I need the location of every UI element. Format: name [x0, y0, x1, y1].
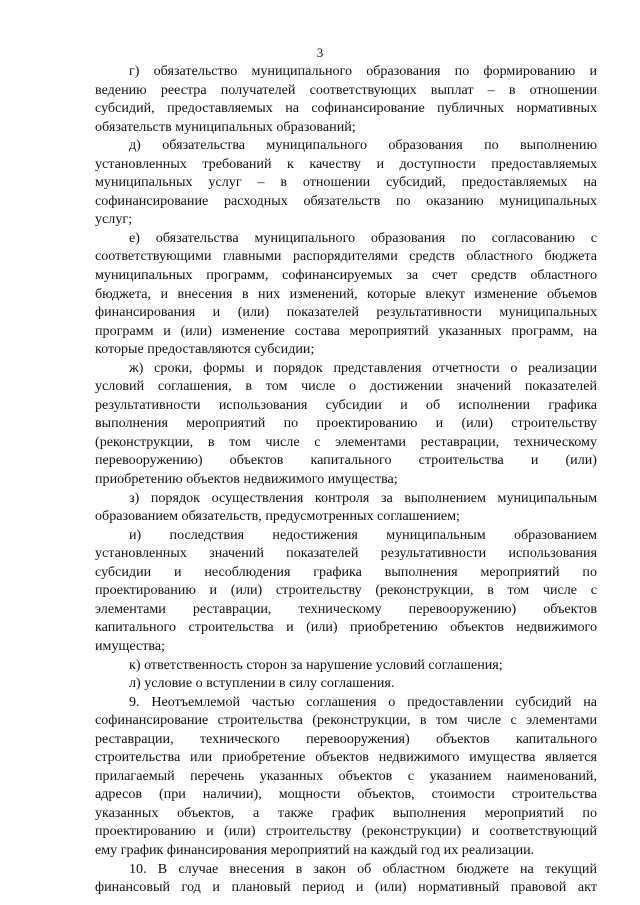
text-line: реставрации, технического перевооружения) объектов капитального: [95, 730, 597, 747]
text-line: указанных объектов, а также график выполнения мероприятий по: [95, 804, 597, 821]
text-line: услуг;: [95, 211, 133, 228]
text-line: 10. В случае внесения в закон об областном бюджете на текущий: [129, 860, 597, 877]
paragraph: [95, 693, 597, 860]
text-line: программ и (или) изменение состава мероприятий указанных программ, на: [95, 322, 597, 339]
text-line: ему график финансирования мероприятий на каждый год их реализации.: [95, 841, 535, 858]
text-line: з) порядок осуществления контроля за выполнением муниципальным: [129, 489, 597, 506]
paragraph: [95, 674, 597, 693]
text-line: перевооружению) объектов капитального строительства и (или): [95, 452, 597, 469]
text-line: соответствующими главными распорядителями средств областного бюджета: [95, 248, 597, 265]
text-line: строительства или приобретение объектов недвижимого имущества является: [95, 749, 597, 766]
text-line: д) обязательства муниципального образования по выполнению: [129, 137, 597, 154]
paragraph: [95, 489, 597, 526]
text-line: субсидий, предоставляемых на софинансирование публичных нормативных: [95, 100, 597, 117]
document-body: [95, 62, 597, 897]
text-line: установленных значений показателей результативности использования: [95, 545, 597, 562]
text-line: муниципальных программ, софинансируемых за счет средств областного: [95, 267, 597, 284]
text-line: ведению реестра получателей соответствующих выплат – в отношении: [95, 81, 597, 98]
text-line: субсидии и несоблюдения графика выполнения мероприятий по: [95, 563, 597, 580]
text-line: результативности использования субсидии и об исполнении графика: [95, 396, 597, 413]
text-line: образованием обязательств, предусмотренных соглашением;: [95, 508, 460, 525]
text-line: е) обязательства муниципального образования по согласованию с: [129, 229, 597, 246]
text-line: муниципальных услуг – в отношении субсидий, предоставляемых на: [95, 174, 597, 191]
text-line: имущества;: [95, 637, 166, 654]
text-line: г) обязательство муниципального образования по формированию и: [129, 63, 597, 79]
text-line: установленных требований к качеству и доступности предоставляемых: [95, 155, 597, 172]
text-line: к) ответственность сторон за нарушение условий соглашения;: [129, 656, 503, 673]
text-line: л) условие о вступлении в силу соглашения.: [129, 675, 395, 692]
text-line: проектированию и (или) строительству (реконструкции, в том числе с: [95, 582, 597, 599]
paragraph: [95, 62, 597, 136]
text-line: условий соглашения, в том числе о достижении значений показателей: [95, 378, 597, 395]
text-line: финансовый год и плановый период и (или) нормативный правовой акт: [95, 879, 597, 896]
paragraph: [95, 136, 597, 229]
text-line: проектированию и (или) строительству (реконструкции) и соответствующий: [95, 823, 597, 840]
text-line: которые предоставляются субсидии;: [95, 341, 315, 358]
paragraph: [95, 359, 597, 489]
text-line: финансирования и (или) показателей результативности муниципальных: [95, 304, 597, 321]
text-line: бюджета, и внесения в них изменений, которые влекут изменение объемов: [95, 285, 597, 302]
paragraph: [95, 860, 597, 897]
text-line: 9. Неотъемлемой частью соглашения о предоставлении субсидий на: [129, 693, 597, 710]
text-line: адресов (при наличии), мощности объектов, стоимости строительства: [95, 786, 597, 803]
text-line: приобретению объектов недвижимого имущества;: [95, 471, 398, 488]
text-line: прилагаемый перечень указанных объектов с указанием наименований,: [95, 767, 597, 784]
paragraph: [95, 526, 597, 656]
text-line: и) последствия недостижения муниципальным образованием: [129, 526, 597, 543]
paragraph: [95, 656, 597, 675]
text-line: софинансирование расходных обязательств по оказанию муниципальных: [95, 192, 597, 209]
text-line: обязательств муниципальных образований;: [95, 118, 356, 135]
text-line: (реконструкции, в том числе с элементами реставрации, техническому: [95, 433, 597, 450]
text-line: элементами реставрации, техническому перевооружению) объектов: [95, 600, 597, 617]
page-number: 3: [316, 45, 324, 60]
text-line: ж) сроки, формы и порядок представления отчетности о реализации: [129, 359, 597, 376]
paragraph: [95, 229, 597, 359]
text-line: капитального строительства и (или) приобретению объектов недвижимого: [95, 619, 597, 636]
text-line: софинансирование строительства (реконструкции, в том числе с элементами: [95, 712, 597, 729]
text-line: выполнения мероприятий по проектированию и (или) строительству: [95, 415, 597, 432]
